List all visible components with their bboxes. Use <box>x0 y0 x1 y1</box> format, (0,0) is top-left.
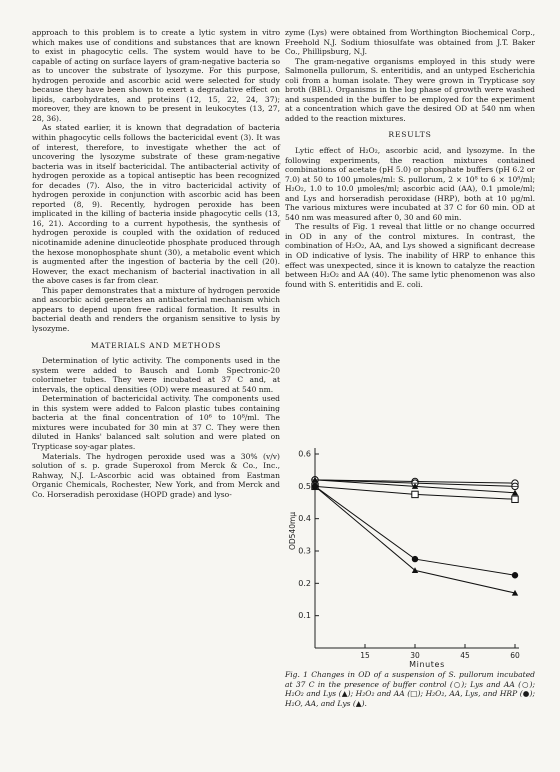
figure-1 <box>285 434 535 669</box>
y-tick-label: 0.4 <box>298 514 311 524</box>
paragraph: The gram-negative organisms employed in this study were Salmonella pullorum, S. enteritidis, and an untyped Escherichia coli from a human isolate. They were grown in Trypticase soy broth (BBL). Organisms in the log phase of growth were washed and suspended in the buffer to be employed for the experiment at a concentration which gave the desired OD at 540 nm when added to the reaction mixtures. <box>285 56 535 123</box>
x-tick-label: 30 <box>410 651 420 660</box>
y-tick-label: 0.1 <box>298 611 311 621</box>
marker-filled-circle <box>512 572 518 578</box>
paragraph: Determination of lytic activity. The components used in the system were added to Bausch and Lomb Spectronic-20 colorimeter tubes. They were incubated at 37 C and, at intervals, the optical densities (OD) were measured at 540 nm. <box>32 356 280 394</box>
paragraph: This paper demonstrates that a mixture of hydrogen peroxide and ascorbic acid generates an antibacterial mechanism which appears to depend upon free radical formation. It results in bacterial death and renders the organism sensitive to lysis by lysozyme. <box>32 285 280 333</box>
section-heading-materials: MATERIALS AND METHODS <box>90 340 222 350</box>
y-tick-label: 0.3 <box>298 546 311 556</box>
paragraph: Materials. The hydrogen peroxide used was a 30% (v/v) solution of s. p. grade Superoxol from Merck & Co., Inc., Rahway, N.J. L-Ascorbic acid was obtained from Eastman Organic Chemicals, Rochester, New York, and from Merck and Co. Horseradish peroxidase (HOPD grade) and lyso- <box>32 451 280 499</box>
paragraph: approach to this problem is to create a lytic system in vitro which makes use of conditions and substances that are known to exist in phagocytic cells. The system would have to be capable of acting on surface layers of gram-negative bacteria so as to uncover the substrate of lysozyme. For this purpose, hydrogen peroxide and ascorbic acid were selected for study because they have been shown to exert a degradative effect on lipids, carbohydrates, and proteins (12, 15, 22, 24, 37); moreover, they are known to be present in leukocytes (13, 27, 28, 36). <box>32 28 280 123</box>
y-tick-label: 0.2 <box>298 578 311 588</box>
x-tick-label: 15 <box>360 651 370 660</box>
section-heading-results: RESULTS <box>388 130 432 140</box>
paragraph: The results of Fig. 1 reveal that little or no change occurred in OD in any of the control mixtures. In contrast, the combination of H₂O₂, AA, and Lys showed a significant decrease in OD indicative of lysis. The inability of HRP to enhance this effect was unexpected, since it is known to catalyze the reaction between H₂O₂ and AA (40). The same lytic phenomenon was also found with S. enteritidis and E. coli. <box>285 222 535 289</box>
y-axis-label: OD540mμ <box>288 511 297 551</box>
paragraph: As stated earlier, it is known that degradation of bacteria within phagocytic cells follows the bactericidal event (3). It was of interest, therefore, to investigate whether the act of uncovering the lysozyme substrate of these gram-negative bacteria was in itself bactericidal. The antibacterial activity of hydrogen peroxide as a topical antiseptic has been recognized for decades (7). Also, the in vitro bactericidal activity of hydrogen peroxide in conjunction with ascorbic acid has been reported (8, 9). Recently, hydrogen peroxide has been implicated in the killing of bacteria inside phagocytic cells (13, 16, 21). According to a current hypothesis, the synthesis of hydrogen peroxide is coupled with the oxidation of reduced nicotinamide adenine dinucleotide phosphate produced through the hexose monophosphate shunt (30), a metabolic event which is augmented after the ingestion of bacteria by the cell (20). However, the exact mechanism of bacterial inactivation in all the above cases is far from clear. <box>32 123 280 286</box>
marker-open-square <box>512 496 518 502</box>
right-column <box>285 28 535 289</box>
y-tick-label: 0.6 <box>298 449 311 459</box>
paragraph: zyme (Lys) were obtained from Worthington Biochemical Corp., Freehold N.J. Sodium thiosulfate was obtained from J.T. Baker Co., Phillipsburg, N.J. <box>285 28 535 57</box>
paragraph: Determination of bactericidal activity. The components used in this system were added to Falcon plastic tubes containing bacteria at the final concentration of 10⁶ to 10⁸/ml. The mixtures were incubated for 30 min at 37 C. They were then diluted in Hanks' balanced salt solution and were plated on Trypticase soy-agar plates. <box>32 394 280 451</box>
paragraph: Lytic effect of H₂O₂, ascorbic acid, and lysozyme. In the following experiments, the reaction mixtures contained combinations of acetate (pH 5.0) or phosphate buffers (pH 6.2 or 7.0) at 50 to 100 µmoles/ml: S. pullorum, 2 × 10⁸ to 6 × 10⁸/ml; H₂O₂, 1.0 to 10.0 µmoles/ml; ascorbic acid (AA), 0.1 µmole/ml; and Lys and horseradish peroxidase (HRP), both at 10 µg/ml. The various mixtures were incubated at 37 C for 60 min. OD at 540 nm was measured after 0, 30 and 60 min. <box>285 146 535 222</box>
figure-caption: Fig. 1 Changes in OD of a suspension of S. pullorum incubated at 37 C in the presence of buffer control (○); Lys and AA (○); H₂O₂ and Lys (▲); H₂O₂ and AA (□); H₂O₂, AA, Lys, and HRP (●); H₂O, AA, and Lys (▲). <box>285 670 535 708</box>
x-tick-label: 60 <box>510 651 520 660</box>
x-axis-label: Minutes <box>409 660 445 669</box>
left-column <box>32 28 280 499</box>
marker-filled-circle <box>412 556 418 562</box>
od-chart <box>285 434 535 669</box>
y-tick-label: 0.5 <box>298 481 311 491</box>
series-line-6 <box>315 486 515 593</box>
marker-open-square <box>412 491 418 497</box>
x-tick-label: 45 <box>460 651 470 660</box>
